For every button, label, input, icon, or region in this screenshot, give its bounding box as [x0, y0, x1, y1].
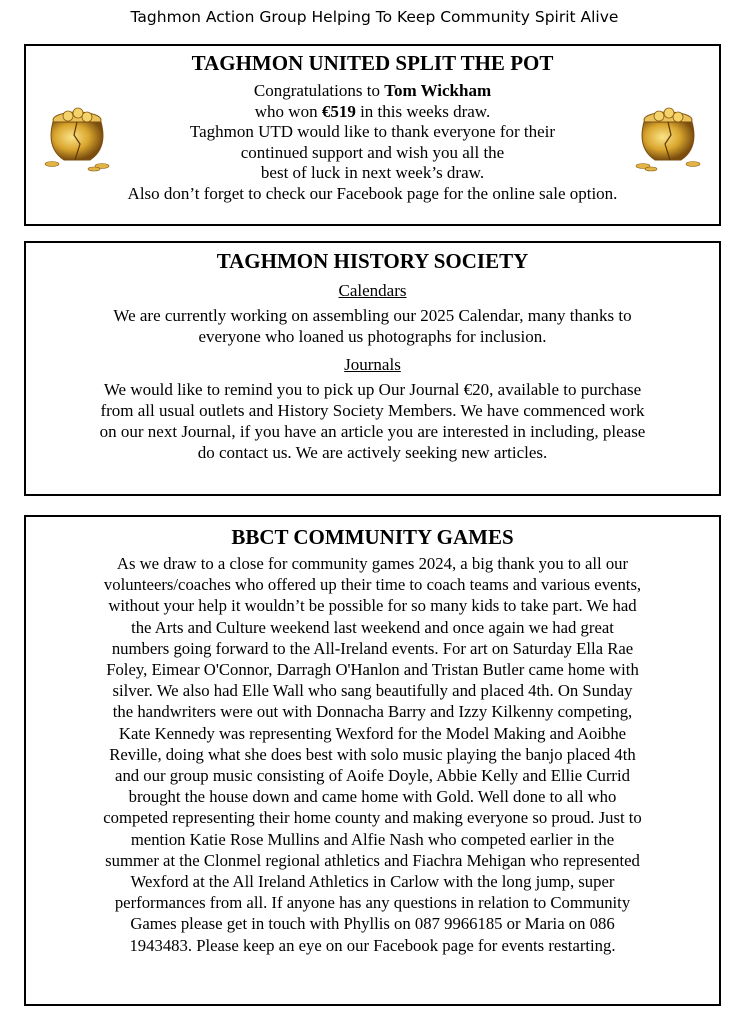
body-line: continued support and wish you all the — [240, 142, 505, 162]
body-line: Games please get in touch with Phyllis on 087 9966185 or Maria on 086 — [130, 914, 615, 934]
body-line: Reville, doing what she does best with solo music playing the banjo placed 4th — [109, 744, 636, 764]
history-title: TAGHMON HISTORY SOCIETY — [216, 249, 529, 273]
calendars-text — [26, 305, 719, 347]
calendars-heading: Calendars — [338, 281, 407, 300]
pot-of-gold-icon — [629, 100, 707, 172]
page-header: Taghmon Action Group Helping To Keep Community Spirit Alive — [130, 8, 619, 26]
body-line: best of luck in next week’s draw. — [260, 163, 485, 182]
journals-text — [26, 379, 719, 463]
body-line: from all usual outlets and History Society Members. We have commenced work — [100, 401, 645, 420]
body-line: 1943483. Please keep an eye on our Facebook page for events restarting. — [129, 935, 616, 955]
body-line: the handwriters were out with Donnacha Barry and Izzy Kilkenny competing, — [112, 702, 633, 722]
amount-line: who won €519 in this weeks draw. — [254, 101, 491, 121]
body-line: brought the house down and came home with Gold. Well done to all who — [128, 787, 617, 807]
body-line: Foley, Eimear O'Connor, Darragh O'Hanlon and Tristan Butler came home with — [106, 660, 639, 680]
body-line: competed representing their home county and making everyone so proud. Just to — [103, 808, 642, 828]
body-line: Wexford at the All Ireland Athletics in Carlow with the long jump, super — [130, 872, 615, 892]
journals-heading: Journals — [344, 355, 401, 374]
games-title: BBCT COMMUNITY GAMES — [231, 525, 514, 549]
community-games-section — [24, 515, 721, 1006]
body-line: numbers going forward to the All-Ireland events. For art on Saturday Ella Rae — [111, 638, 634, 658]
body-line: Also don’t forget to check our Facebook page for the online sale option. — [127, 183, 618, 203]
body-line: without your help it wouldn’t be possible for so many kids to take part. We had — [108, 596, 637, 616]
body-line: Taghmon UTD would like to thank everyone for their — [189, 122, 556, 141]
body-line: the Arts and Culture weekend last weekend and once again we had great — [131, 617, 614, 637]
split-pot-body — [26, 81, 719, 204]
body-line: We are currently working on assembling our 2025 Calendar, many thanks to — [113, 306, 632, 325]
body-line: We would like to remind you to pick up Our Journal €20, available to purchase — [103, 380, 642, 399]
history-society-section — [24, 241, 721, 496]
body-line: Kate Kennedy was representing Wexford for the Model Making and Aoibhe — [118, 723, 627, 743]
body-line: and our group music consisting of Aoife Doyle, Abbie Kelly and Ellie Currid — [115, 766, 630, 786]
body-line: everyone who loaned us photographs for inclusion. — [198, 327, 547, 346]
body-line: summer at the Clonmel regional athletics and Fiachra Mehigan who represented — [105, 850, 640, 870]
split-pot-title: TAGHMON UNITED SPLIT THE POT — [191, 51, 554, 75]
split-the-pot-section — [24, 44, 721, 226]
prize-amount: €519 — [321, 101, 356, 121]
body-line: do contact us. We are actively seeking new articles. — [197, 443, 548, 462]
body-line: silver. We also had Elle Wall who sang beautifully and placed 4th. On Sunday — [112, 681, 633, 701]
body-line: on our next Journal, if you have an article you are interested in including, please — [99, 422, 646, 441]
winner-name: Tom Wickham — [384, 81, 492, 100]
body-line: As we draw to a close for community games 2024, a big thank you to all our — [116, 554, 629, 573]
body-line: performances from all. If anyone has any questions in relation to Community — [114, 893, 631, 913]
pot-of-gold-icon — [38, 100, 116, 172]
congrats-line: Congratulations to Tom Wickham — [253, 81, 492, 100]
games-text — [26, 553, 719, 956]
body-line: volunteers/coaches who offered up their time to coach teams and various events, — [103, 575, 642, 595]
body-line: mention Katie Rose Mullins and Alfie Nash who competed earlier in the — [130, 829, 615, 849]
